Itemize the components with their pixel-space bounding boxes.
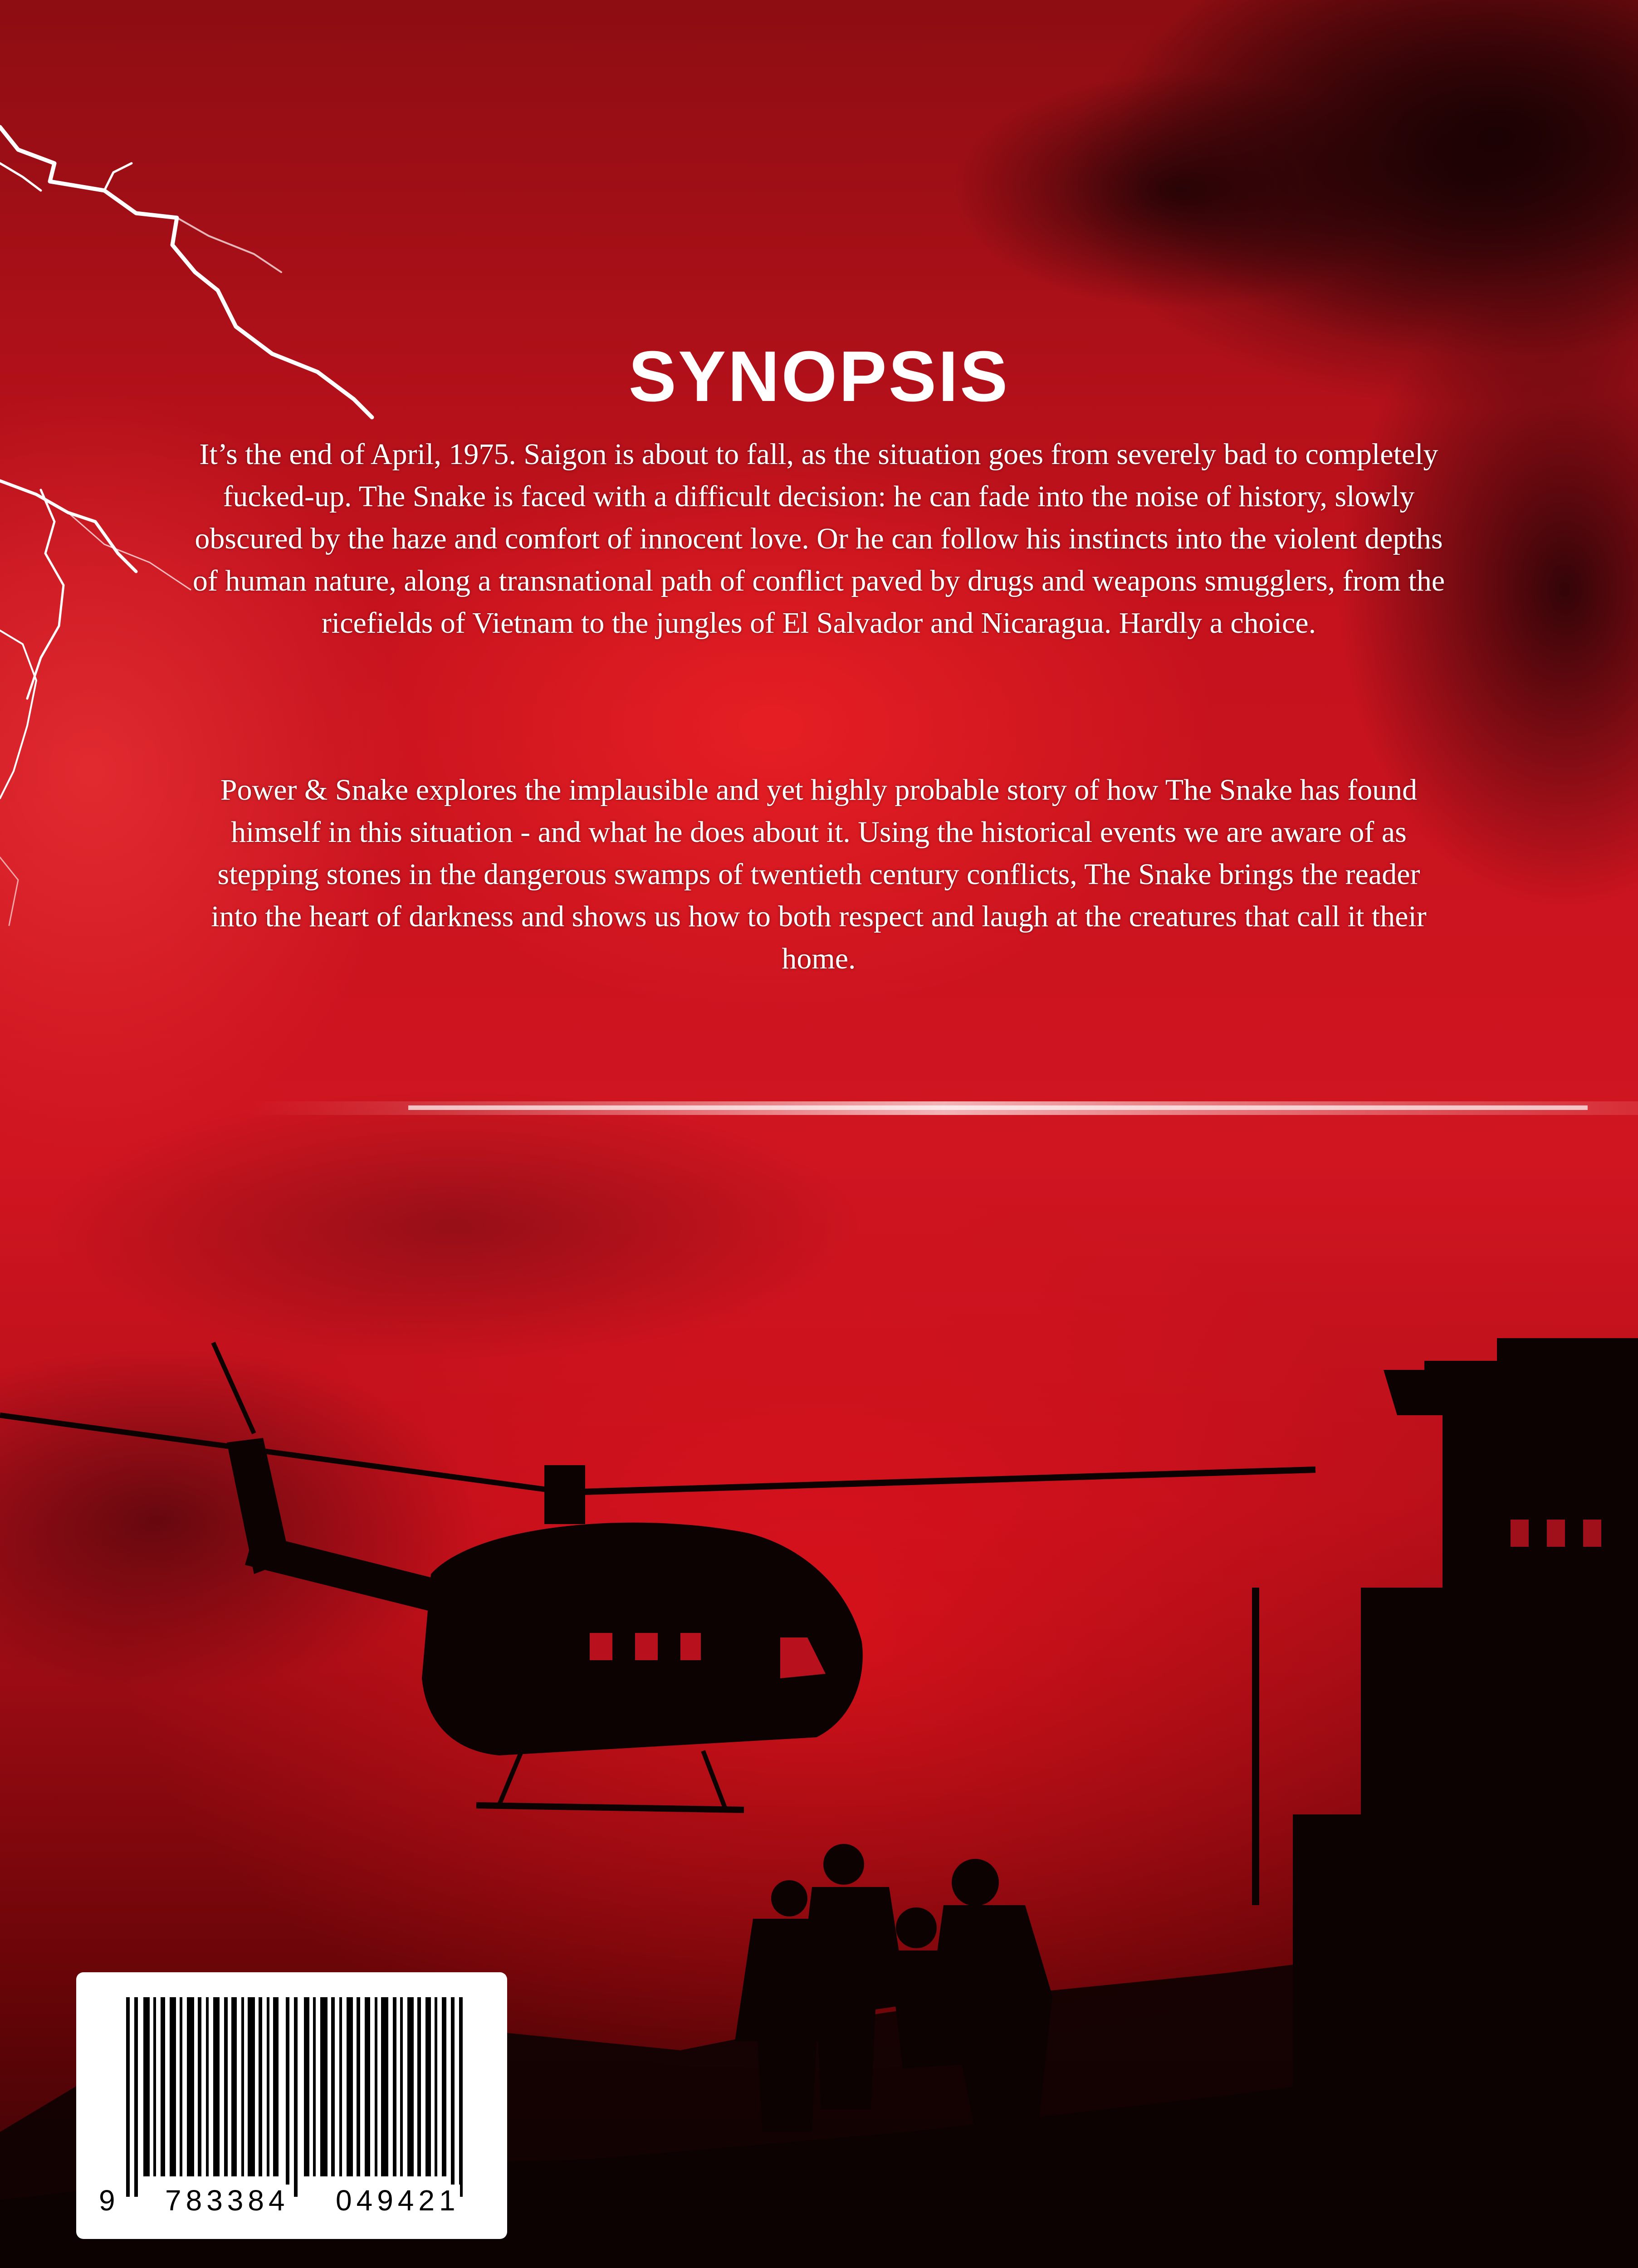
building-silhouette [1293, 1338, 1638, 2087]
barcode-group-2: 049421 [336, 2184, 460, 2217]
barcode-lead-digit: 9 [99, 2184, 120, 2217]
synopsis-paragraph-2: Power & Snake explores the implausible and yet highly probable story of how The Snake has found himself in this situation - and what he does about it. Using the historical events we are aware of as stepping stones in the dangerous swamps of twentieth century conflicts, The Snake brings the reader into the heart of darkness and shows us how to both respect and laugh at the creatures that call it their home. [211, 773, 1427, 975]
synopsis-paragraph-1: It’s the end of April, 1975. Saigon is about to fall, as the situation goes from severely bad to completely fucked-up. The Snake is faced with a difficult decision: he can fade into the noise of history, slowly obscured by the haze and comfort of innocent love. Or he can follow his instincts into the violent depths of human nature, along a transnational path of conflict paved by drugs and weapons smugglers, from the ricefields of Vietnam to the jungles of El Salvador and Nicaragua. Hardly a choice. [192, 438, 1445, 640]
light-streak [249, 1101, 1638, 1115]
synopsis-title: SYNOPSIS [628, 337, 1010, 416]
isbn-barcode [76, 1972, 507, 2239]
barcode-group-1: 783384 [165, 2184, 289, 2217]
pole-silhouette [1252, 1588, 1259, 1905]
